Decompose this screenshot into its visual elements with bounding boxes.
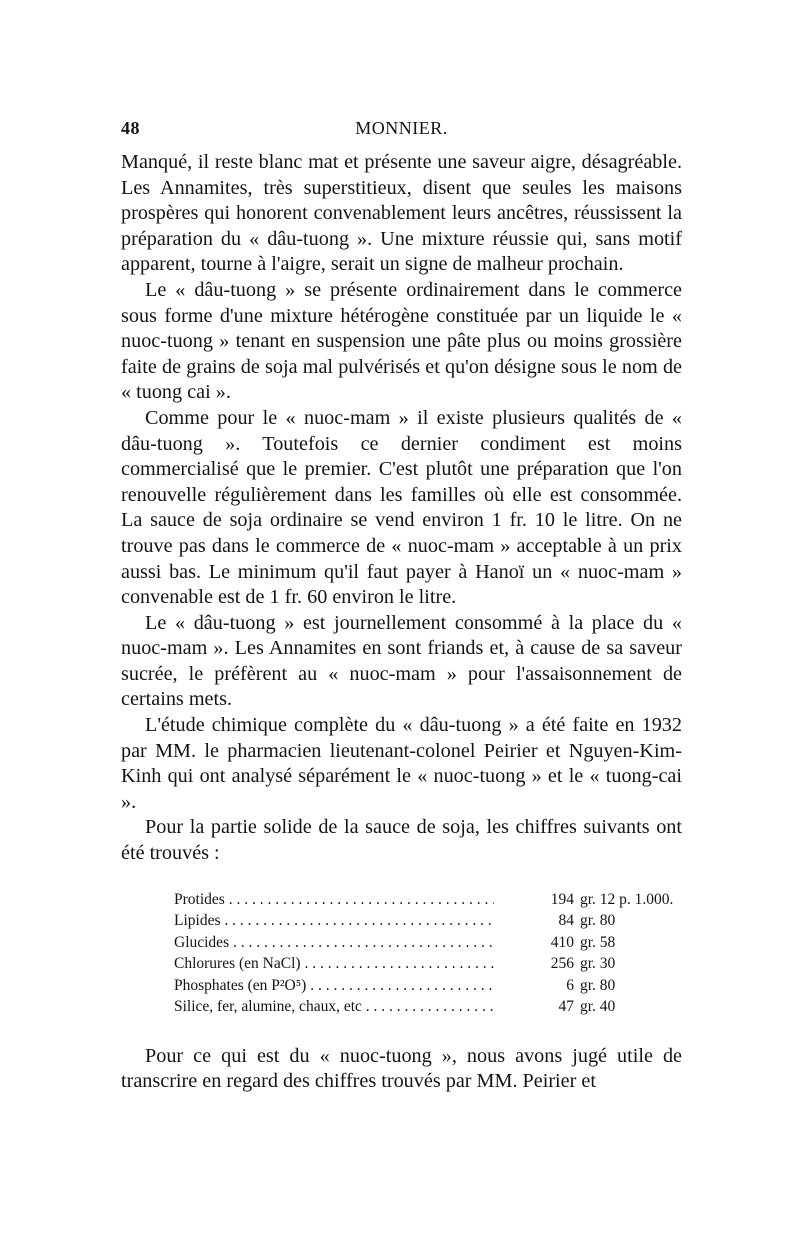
row-unit: gr. 12 p. 1.000. — [580, 890, 674, 908]
table-row — [174, 953, 673, 975]
table-row — [174, 932, 673, 954]
row-value: 410 — [550, 933, 574, 951]
paragraph-3: Comme pour le « nuoc-mam » il existe plusieurs qualités de « dâu-tuong ». Toutefois ce dernier condiment est moins commercialisé que le premier. C'est plutôt une préparation que l'on renouvelle régulièrement dans les familles où elle est consommée. La sauce de soja ordinaire se vend environ 1 fr. 10 le litre. On ne trouve pas dans le commerce de « nuoc-mam » acceptable à un prix aussi bas. Le minimum qu'il faut payer à Hanoï un « nuoc-mam » convenable est de 1 fr. 60 environ le litre. — [121, 406, 682, 609]
paragraph-4: Le « dâu-tuong » est journellement consommé à la place du « nuoc-mam ». Les Annamites en sont friands et, à cause de sa saveur sucrée, le préfèrent au « nuoc-mam » pour l'assaisonnement de certains mets. — [121, 611, 682, 711]
row-unit: gr. 80 — [580, 912, 616, 930]
paragraph-2: Le « dâu-tuong » se présente ordinairement dans le commerce sous forme d'une mixture hétérogène constituée par un liquide le « nuoc-tuong » tenant en suspension une pâte plus ou moins grossière faite de grains de soja mal pulvérisés et qu'on désigne sous le nom de « tuong cai ». — [121, 278, 682, 404]
row-label: Protides . . . — [174, 889, 494, 911]
running-header — [121, 118, 682, 142]
row-label: Phosphates (en P²O⁵) . . . — [174, 975, 494, 997]
row-value: 6 — [566, 976, 574, 994]
table-row — [174, 996, 673, 1018]
author-header: MONNIER. — [355, 118, 448, 138]
composition-table — [174, 889, 673, 1018]
row-value: 256 — [550, 955, 574, 973]
row-value: 84 — [558, 912, 574, 930]
row-value: 194 — [550, 890, 574, 908]
row-unit: gr. 80 — [580, 976, 616, 994]
row-unit: gr. 58 — [580, 933, 616, 951]
row-label: Glucides . . . — [174, 932, 494, 954]
table-row — [174, 910, 673, 932]
table-row — [174, 975, 673, 997]
row-unit: gr. 40 — [580, 998, 616, 1016]
closing-paragraph: Pour ce qui est du « nuoc-tuong », nous avons jugé utile de transcrire en regard des chiffres trouvés par MM. Peirier et — [121, 1044, 682, 1093]
row-label: Lipides . . . — [174, 910, 494, 932]
row-label: Chlorures (en NaCl) . . . — [174, 953, 494, 975]
paragraph-5: L'étude chimique complète du « dâu-tuong » a été faite en 1932 par MM. le pharmacien lieutenant-colonel Peirier et Nguyen-Kim-Kinh qui ont analysé séparément le « nuoc-tuong » et le « tuong-cai ». — [121, 714, 682, 813]
paragraph-1: Manqué, il reste blanc mat et présente une saveur aigre, désagréable. Les Annamites, très superstitieux, disent que seules les maisons prospères qui honorent convenablement leurs ancêtres, réussissent la préparation du « dâu-tuong ». Une mixture réussie qui, sans motif apparent, tourne à l'aigre, serait un signe de malheur prochain. — [121, 151, 682, 276]
table-row — [174, 889, 673, 911]
row-unit: gr. 30 — [580, 955, 616, 973]
page-number: 48 — [121, 118, 140, 138]
row-value: 47 — [558, 998, 574, 1016]
paragraph-6: Pour la partie solide de la sauce de soja, les chiffres suivants ont été trouvés : — [121, 816, 682, 865]
row-label: Silice, fer, alumine, chaux, etc . . . — [174, 996, 494, 1018]
